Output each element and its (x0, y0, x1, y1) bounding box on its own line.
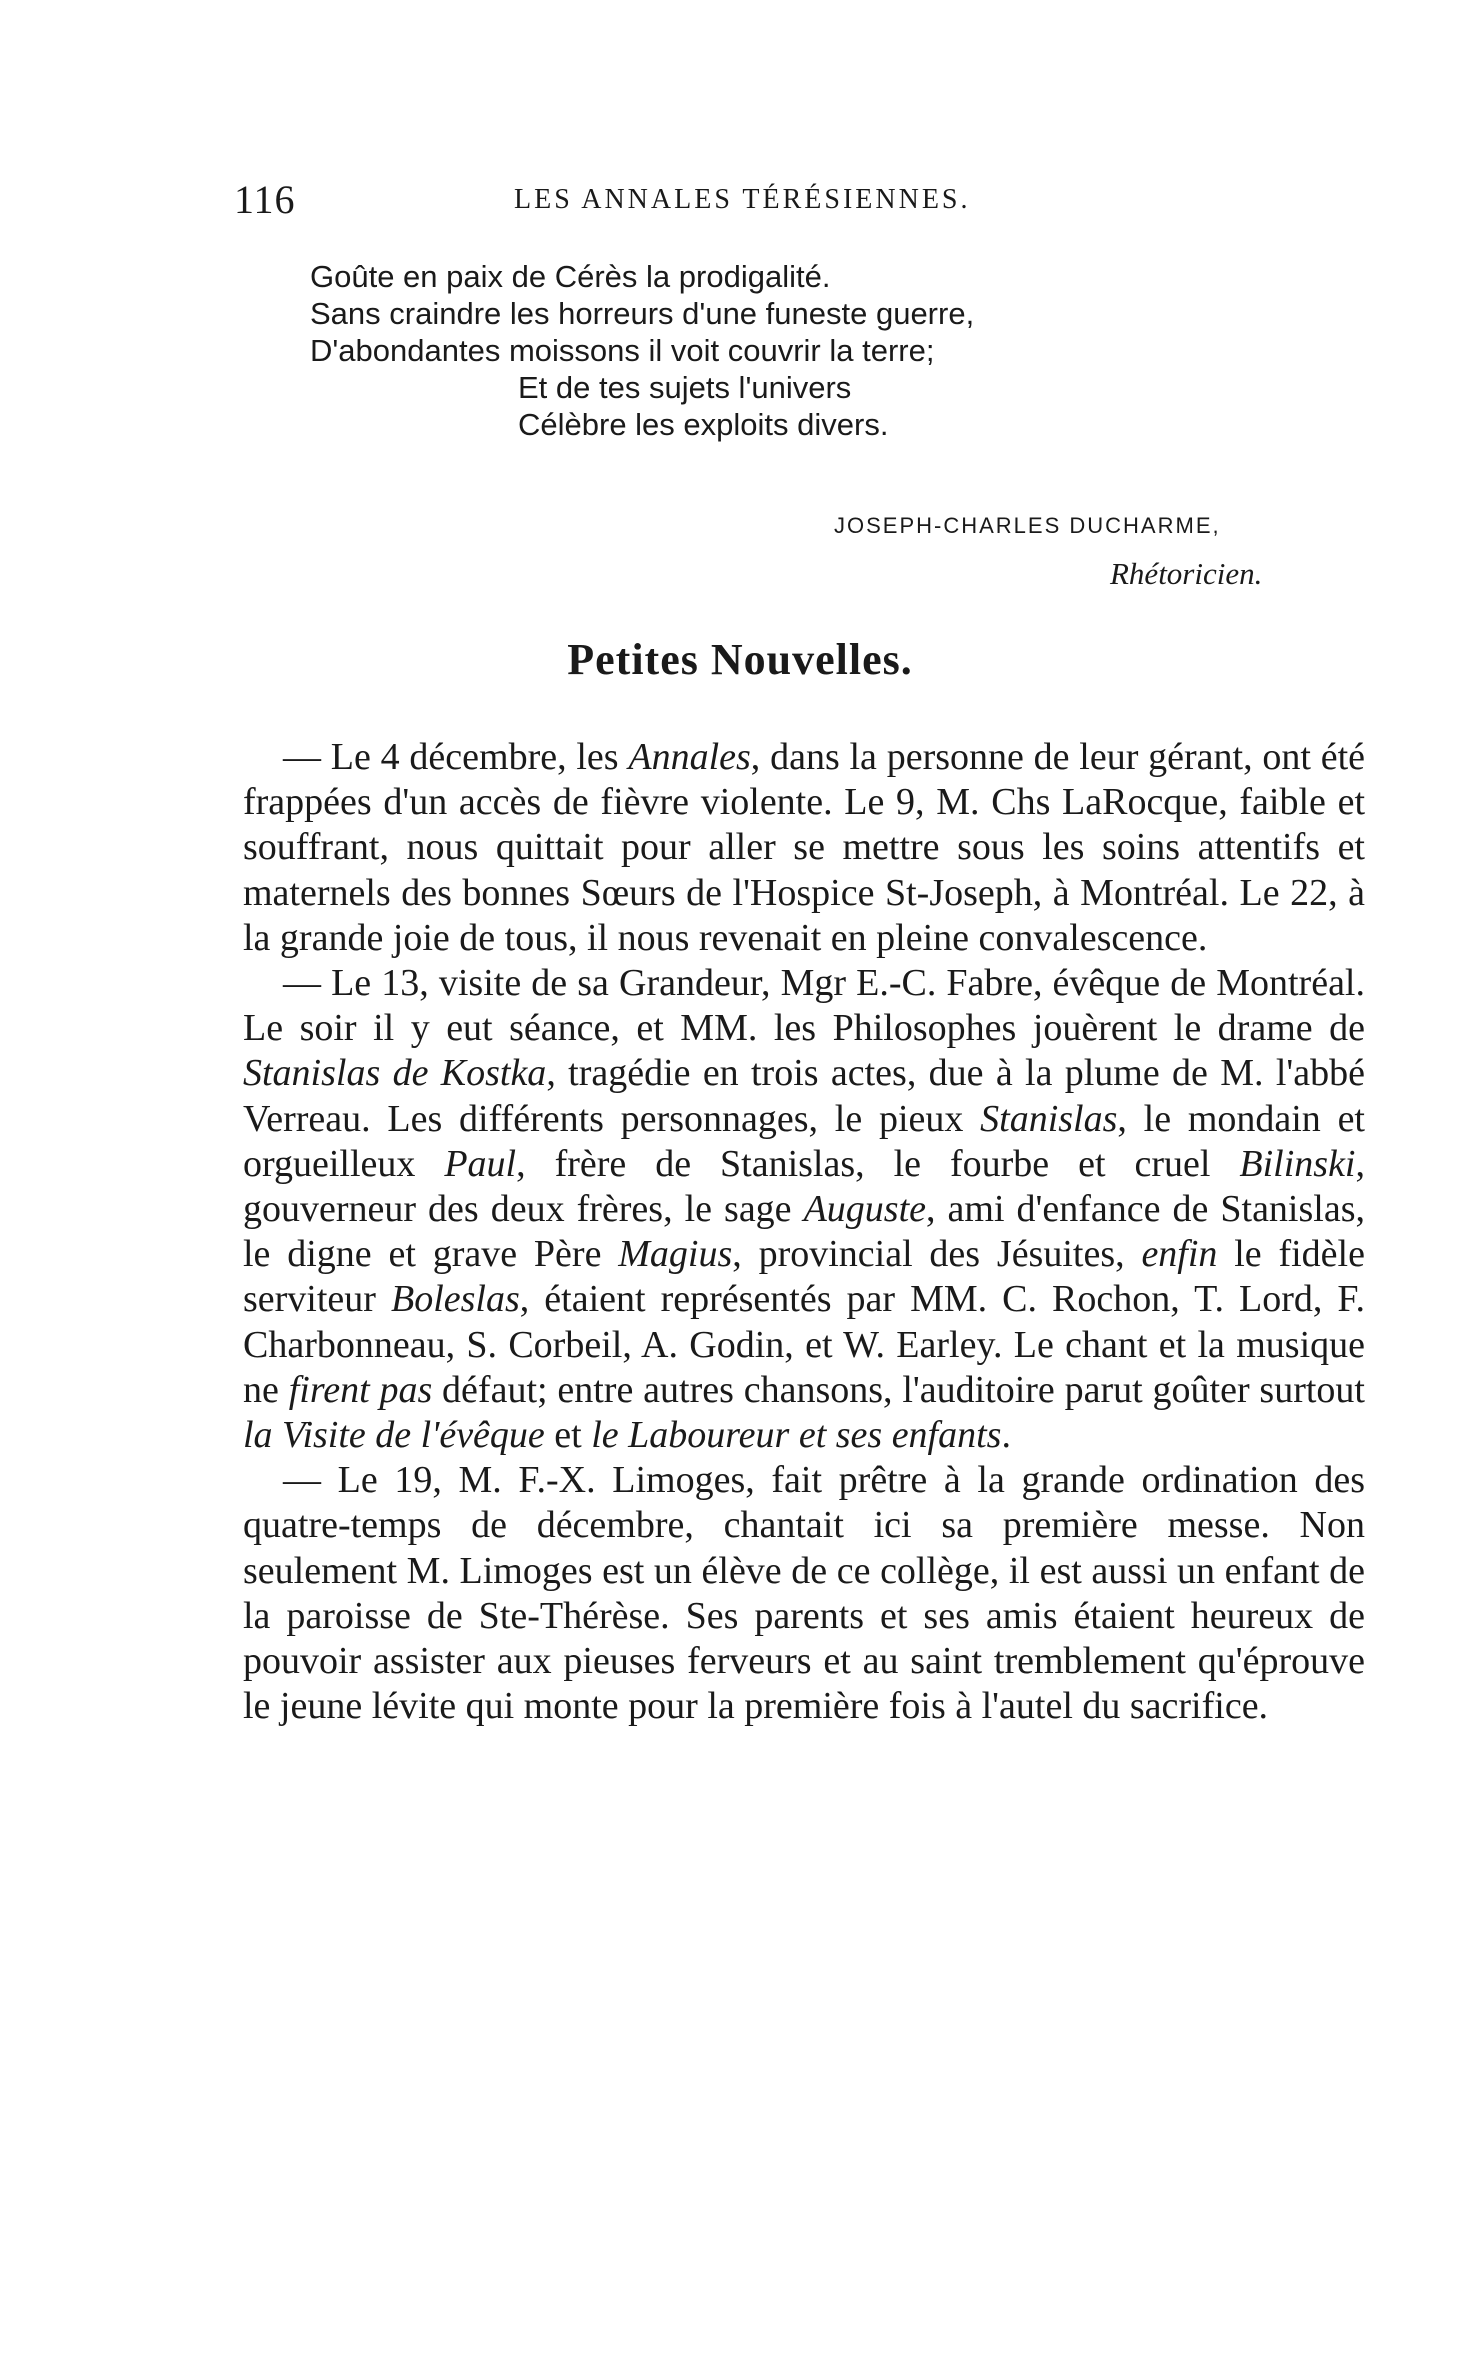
author-signature: JOSEPH-CHARLES DUCHARME, (834, 513, 1221, 538)
text-run: défaut; entre autres chansons, l'auditoire parut goûter surtout (432, 1368, 1365, 1411)
news-paragraph (243, 735, 1365, 961)
news-body (243, 735, 1365, 1729)
page-header (234, 176, 1244, 226)
italic-text: la Visite de l'évêque (243, 1414, 545, 1457)
running-title: LES ANNALES TÉRÉSIENNES. (514, 184, 971, 215)
italic-text: Boleslas (390, 1278, 520, 1321)
text-run: . (1001, 1414, 1011, 1457)
poem-stanza (310, 258, 1210, 443)
text-run: — Le 13, visite de sa Grandeur, Mgr E.-C. Fabre, évêque de Montréal. Le soir il y eut séance, et MM. les Philosophes jouèrent le drame de (243, 962, 1365, 1050)
italic-text: Annales (628, 736, 751, 778)
news-paragraph (243, 1458, 1365, 1729)
poem-line: Goûte en paix de Cérès la prodigalité. (310, 259, 831, 294)
italic-text: Stanislas de Kostka (243, 1052, 547, 1095)
text-run: — Le 4 décembre, les (283, 736, 629, 778)
italic-text: le Laboureur et ses enfants (591, 1414, 1002, 1457)
italic-text: Paul (444, 1142, 517, 1185)
text-run: — Le 19, M. F.-X. Limoges, fait prêtre à la grande ordination des quatre-temps de décembre, chantait ici sa première messe. Non seulement M. Limoges est un élève de ce collège, il est aussi un enfant de la paroisse de Ste-Thérèse. Ses parents et ses amis étaient heureux de pouvoir assister aux pieuses ferveurs et au saint tremblement qu'éprouve le jeune lévite qui monte pour la première fois à l'autel du sacrifice. (243, 1459, 1365, 1728)
italic-text: Stanislas (980, 1097, 1118, 1140)
poem-line: Et de tes sujets l'univers (518, 370, 852, 405)
section-title: Petites Nouvelles. (567, 635, 913, 684)
text-run: , le mondain et orgueilleux (243, 1097, 1365, 1185)
text-run: , dans la personne de leur gérant, ont été frappées d'un accès de fièvre violente. Le 9, M. Chs LaRocque, faible et souffrant, nous quittait pour aller se mettre sous les soins attentifs et maternels des bonnes Sœurs de l'Hospice St-Joseph, à Montréal. Le 22, à la grande joie de tous, il nous revenait en pleine convalescence. (243, 736, 1365, 959)
text-run: , tragédie en trois actes, due à la plume de M. l'abbé Verreau. Les différents personnages, le pieux (243, 1052, 1365, 1140)
text-run: , provincial des Jésuites, (732, 1233, 1142, 1276)
italic-text: enfin (1141, 1233, 1218, 1276)
poem-line: Célèbre les exploits divers. (518, 407, 889, 442)
poem-line: Sans craindre les horreurs d'une funeste guerre, (310, 296, 975, 331)
italic-text: Bilinski (1239, 1142, 1356, 1185)
text-run: , ami d'enfance de Stanislas, le digne et grave Père (243, 1188, 1365, 1276)
text-run: , gouverneur des deux frères, le sage (243, 1142, 1365, 1231)
italic-text: Magius (618, 1233, 733, 1276)
page-number: 116 (234, 177, 296, 222)
text-run: , frère de Stanislas, le fourbe et cruel (516, 1142, 1240, 1185)
text-run: et (544, 1414, 592, 1457)
poem-line: D'abondantes moissons il voit couvrir la terre; (310, 333, 935, 368)
italic-text: Auguste (803, 1188, 927, 1231)
italic-text: firent pas (288, 1368, 433, 1411)
author-role: Rhétoricien. (1110, 556, 1263, 591)
text-run: le fidèle serviteur (243, 1233, 1365, 1321)
text-run: , étaient représentés par MM. C. Rochon, T. Lord, F. Charbonneau, S. Corbeil, A. Godin, et W. Earley. Le chant et la musique ne (243, 1278, 1365, 1411)
news-paragraph (243, 961, 1365, 1458)
